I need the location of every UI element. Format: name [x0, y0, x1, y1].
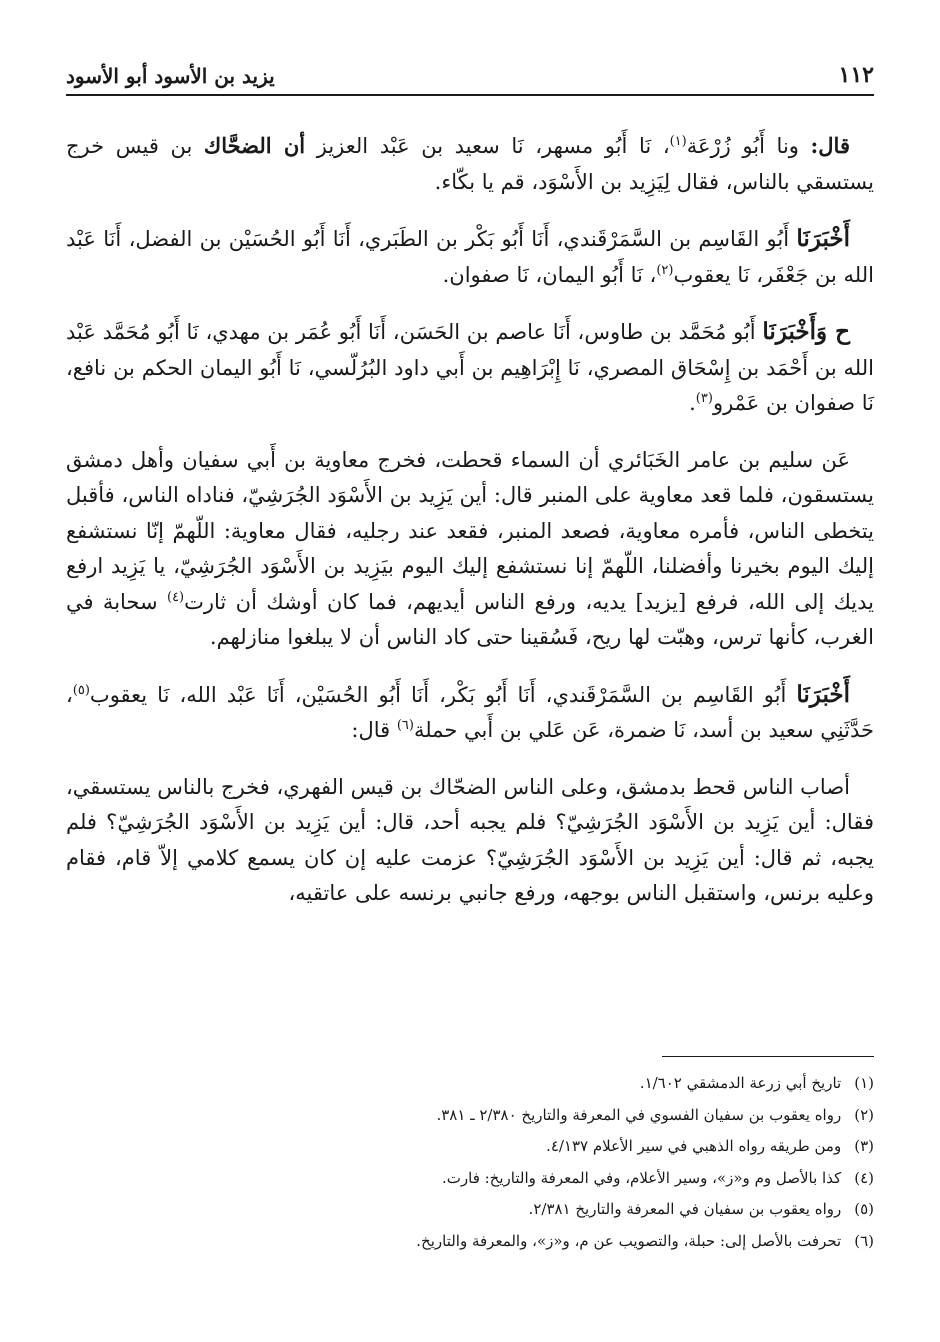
paragraph-text: أَبُو القَاسِم بن السَّمَرْقَندي، أَنَا أَبُو بَكْر، أَنَا أَبُو الحُسَيْن، أَنَا عَبْد الله، نَا يعقوب: [89, 682, 797, 707]
paragraph-text: أَبُو القَاسِم بن السَّمَرْقَندي، أَنَا أَبُو بَكْر بن الطَبَري، أَنَا أَبُو الحُسَيْن بن الفضل، أَنَا عَبْد الله بن جَعْفَر، نَا يعقوب: [66, 227, 874, 287]
footnote-ref: (٥): [72, 682, 90, 698]
footnotes: [66, 1068, 874, 1257]
paragraph-text: سحابة في الغرب، كأنها ترس، وهبّت لها ريح، فَسُقينا حتى كاد الناس أن لا يبلغوا منازلهم.: [66, 589, 874, 649]
footnote-number: (٦): [854, 1231, 874, 1250]
paragraph-lead: ح وَأَخْبَرَنَا: [762, 318, 850, 345]
footnote-item: [66, 1068, 874, 1100]
footnote-text: كذا بالأصل وم و«ز»، وسير الأعلام، وفي المعرفة والتاريخ: فارت.: [441, 1168, 842, 1187]
paragraph-text: عَن سليم بن عامر الخَبَائري أن السماء قحطت، فخرج معاوية بن أَبي سفيان وأهل دمشق يستسقون، فلما قعد معاوية على المنبر قال: أين يَزِيد بن الأَسْوَد الجُرَشِيّ، فناداه الناس، فأقبل يتخطى الناس، فأمره معاوية، فصعد المنبر، فقعد عند رجليه، فقال معاوية: اللّهمّ إنّا نستشفع إليك اليوم بخيرنا وأفضلنا، اللّهمّ إنا نستشفع إليك اليوم بيَزِيد بن الأَسْوَد الجُرَشِيّ، يا يَزِيد ارفع يديك إلى الله، فرفع [يزيد] يديه، ورفع الناس أيديهم، فما كان أوشك أن ثارت: [66, 447, 874, 614]
paragraph-text: بن قيس خرج يستسقي بالناس، فقال لِيَزِيد بن الأَسْوَد، قم يا بكّاء.: [66, 134, 874, 194]
paragraph-1: [66, 128, 874, 200]
footnote-ref: (٤): [166, 589, 185, 605]
footnote-number: (٣): [854, 1137, 874, 1155]
footnote-item: [66, 1163, 874, 1195]
footnote-ref: (٣): [695, 391, 713, 406]
paragraph-lead: أَخْبَرَنَا: [796, 225, 850, 252]
paragraph-6: [66, 770, 874, 912]
paragraph-text: قال:: [351, 718, 397, 742]
footnote-text: ومن طريقه رواه الذهبي في سير الأعلام ٤/١٣٧.: [546, 1137, 842, 1155]
footnote-text: رواه يعقوب بن سفيان في المعرفة والتاريخ ٢/٣٨١.: [528, 1200, 842, 1218]
footnote-item: [66, 1100, 874, 1132]
paragraph-4: [66, 443, 874, 656]
footnote-number: (٥): [854, 1200, 874, 1218]
footnote-ref: (٦): [396, 718, 414, 733]
main-text: [66, 128, 874, 912]
paragraph-5: [66, 677, 874, 749]
footnote-number: (٤): [854, 1168, 874, 1187]
paragraph-2: [66, 221, 874, 293]
footnote-item: [66, 1131, 874, 1163]
footnote-text: تاريخ أبي زرعة الدمشقي ١/٦٠٢.: [639, 1074, 842, 1092]
footnote-ref: (٢): [656, 262, 674, 278]
footnote-item: [66, 1226, 874, 1258]
page-header: [66, 56, 874, 96]
page-number: ١١٢: [838, 62, 874, 88]
footnote-item: [66, 1194, 874, 1226]
footnote-text: رواه يعقوب بن سفيان الفسوي في المعرفة والتاريخ ٢/٣٨٠ ـ ٣٨١.: [436, 1105, 842, 1124]
paragraph-lead: قال:: [810, 133, 850, 158]
footnote-text: تحرفت بالأصل إلى: حبلة، والتصويب عن م، و«ز»، والمعرفة والتاريخ.: [416, 1231, 842, 1250]
footnote-number: (٢): [854, 1105, 874, 1124]
paragraph-text: ونا أَبُو زُرْعَة: [686, 134, 811, 158]
paragraph-text: أَبُو مُحَمَّد بن طاوس، أَنَا عاصم بن الحَسَن، أَنَا أَبُو عُمَر بن مهدي، نَا أَبُو مُحَمَّد عَبْد الله بن أَحْمَد بن إِسْحَاق المصري، نَا إِبْرَاهِيم بن أَبي داود البُرُلّسي، نَا أَبُو اليمان الحكم بن نافع، نَا صفوان بن عَمْرو: [66, 320, 874, 415]
bold-phrase: أن الضحَّاك: [203, 133, 306, 158]
footnote-ref: (١): [669, 134, 687, 149]
paragraph-lead: أَخْبَرَنَا: [796, 680, 850, 708]
paragraph-text: .: [689, 391, 696, 415]
footnote-number: (١): [854, 1074, 874, 1092]
paragraph-text: أصاب الناس قحط بدمشق، وعلى الناس الضحّاك بن قيس الفهري، فخرج بالناس يستسقي، فقال: أين يَزِيد بن الأَسْوَد الجُرَشِيّ؟ فلم يجبه أحد، قال: أين يَزِيد بن الأَسْوَد الجُرَشِيّ؟ فلم يجبه، ثم قال: أين يَزِيد بن الأَسْوَد الجُرَشِيّ؟ عزمت عليه إن كان يسمع كلامي إلاّ قام، فقام وعليه برنس، واستقبل الناس بوجهه، ورفع جانبي برنسه على عاتقيه،: [66, 774, 874, 905]
paragraph-text: ، نَا أَبُو اليمان، نَا صفوان.: [442, 262, 657, 287]
running-title: يزيد بن الأسود أبو الأسود: [66, 64, 275, 88]
paragraph-text: ، نَا أَبُو مسهر، نَا سعيد بن عَبْد العزيز: [305, 134, 670, 158]
paragraph-3: [66, 314, 874, 422]
footnote-divider: [662, 1056, 874, 1057]
paragraph-text: ، حَدَّثَنِي سعيد بن أسد، نَا ضمرة، عَن عَلي بن أَبي حملة: [66, 682, 874, 742]
